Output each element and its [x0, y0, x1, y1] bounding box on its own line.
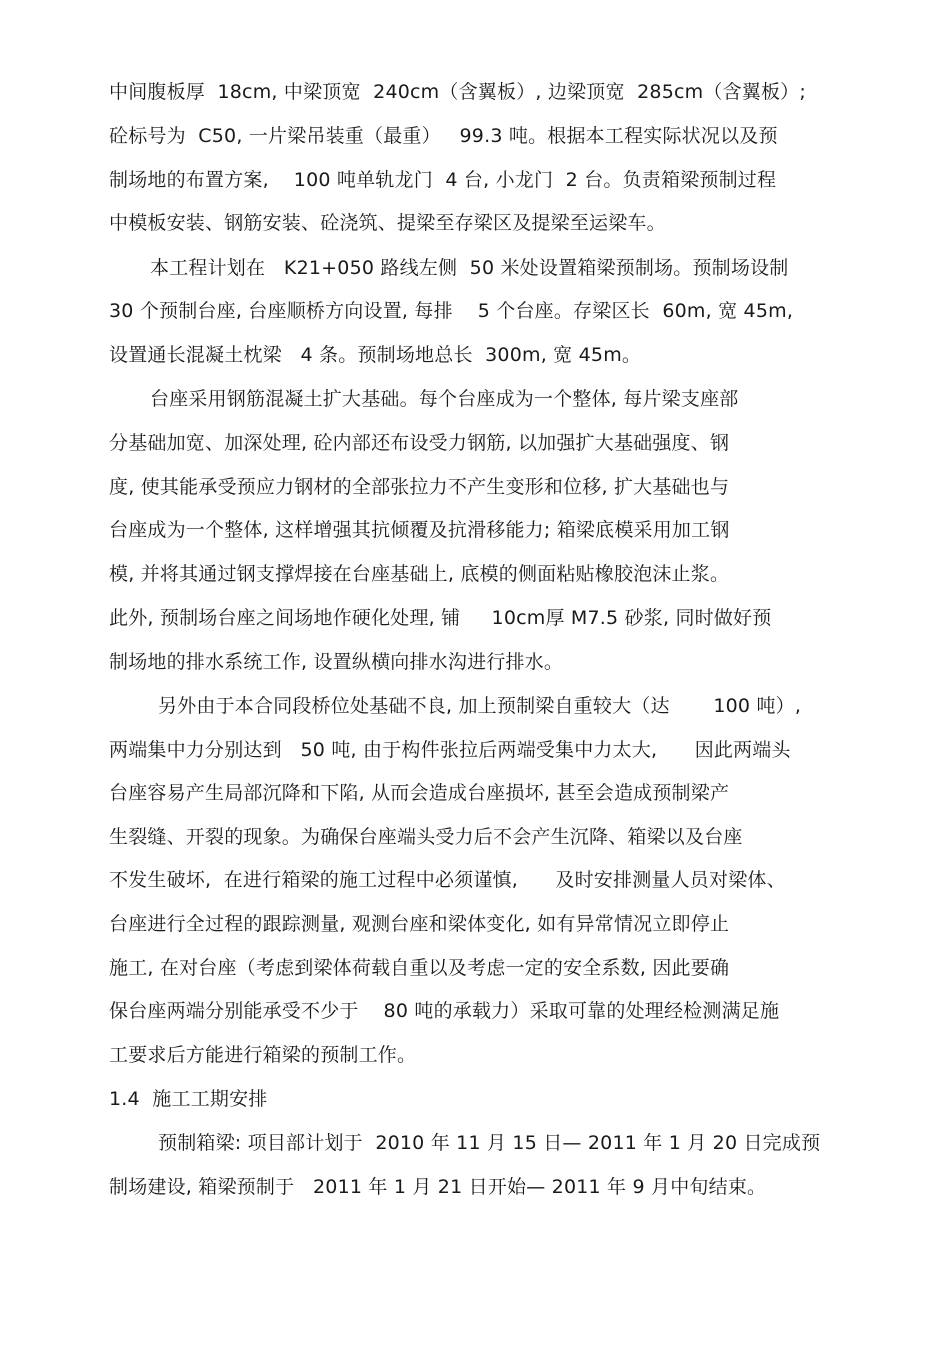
text-line: 设置通长混凝土枕梁 4 条。预制场地总长 300m, 宽 45m。 — [109, 344, 642, 366]
text-line: 台座容易产生局部沉降和下陷, 从而会造成台座损坏, 甚至会造成预制梁产 — [109, 782, 730, 804]
text-line: 砼标号为 C50, 一片梁吊装重（最重） 99.3 吨。根据本工程实际状况以及预 — [109, 125, 778, 147]
text-line: 预制箱梁: 项目部计划于 2010 年 11 月 15 日— 2011 年 1 月 20 日完成预 — [158, 1132, 821, 1154]
text-line: 本工程计划在 K21+050 路线左侧 50 米处设置箱梁预制场。预制场设制 — [150, 257, 789, 279]
text-line: 不发生破坏, 在进行箱梁的施工过程中必须谨慎, 及时安排测量人员对梁体、 — [109, 869, 786, 891]
section-heading: 1.4 施工工期安排 — [109, 1088, 268, 1110]
text-line: 施工, 在对台座（考虑到梁体荷载自重以及考虑一定的安全系数, 因此要确 — [109, 957, 730, 979]
text-line: 工要求后方能进行箱梁的预制工作。 — [109, 1044, 417, 1066]
text-line: 30 个预制台座, 台座顺桥方向设置, 每排 5 个台座。存梁区长 60m, 宽 45m, — [109, 300, 794, 322]
text-line: 保台座两端分别能承受不少于 80 吨的承载力）采取可靠的处理经检测满足施 — [109, 1000, 780, 1022]
text-line: 两端集中力分别达到 50 吨, 由于构件张拉后两端受集中力太大, 因此两端头 — [109, 739, 791, 761]
text-line: 中间腹板厚 18cm, 中梁顶宽 240cm（含翼板）, 边梁顶宽 285cm（含翼板）; — [109, 81, 806, 103]
text-line: 度, 使其能承受预应力钢材的全部张拉力不产生变形和位移, 扩大基础也与 — [109, 476, 730, 498]
text-line: 制场地的布置方案, 100 吨单轨龙门 4 台, 小龙门 2 台。负责箱梁预制过程 — [109, 169, 777, 191]
text-line: 台座进行全过程的跟踪测量, 观测台座和梁体变化, 如有异常情况立即停止 — [109, 913, 730, 935]
text-line: 制场地的排水系统工作, 设置纵横向排水沟进行排水。 — [109, 651, 564, 673]
text-line: 生裂缝、开裂的现象。为确保台座端头受力后不会产生沉降、箱梁以及台座 — [109, 826, 743, 848]
text-line: 台座采用钢筋混凝土扩大基础。每个台座成为一个整体, 每片梁支座部 — [150, 388, 739, 410]
text-line: 此外, 预制场台座之间场地作硬化处理, 铺 10cm厚 M7.5 砂浆, 同时做好预 — [109, 607, 772, 629]
text-line: 另外由于本合同段桥位处基础不良, 加上预制梁自重较大（达 100 吨）, — [158, 695, 802, 717]
text-line: 制场建设, 箱梁预制于 2011 年 1 月 21 日开始— 2011 年 9 月中旬结束。 — [109, 1176, 767, 1198]
text-line: 台座成为一个整体, 这样增强其抗倾覆及抗滑移能力; 箱梁底模采用加工钢 — [109, 519, 730, 541]
text-line: 分基础加宽、加深处理, 砼内部还布设受力钢筋, 以加强扩大基础强度、钢 — [109, 432, 730, 454]
text-line: 中模板安装、钢筋安装、砼浇筑、提梁至存梁区及提梁至运梁车。 — [109, 212, 666, 234]
text-line: 模, 并将其通过钢支撑焊接在台座基础上, 底模的侧面粘贴橡胶泡沫止浆。 — [109, 563, 730, 585]
